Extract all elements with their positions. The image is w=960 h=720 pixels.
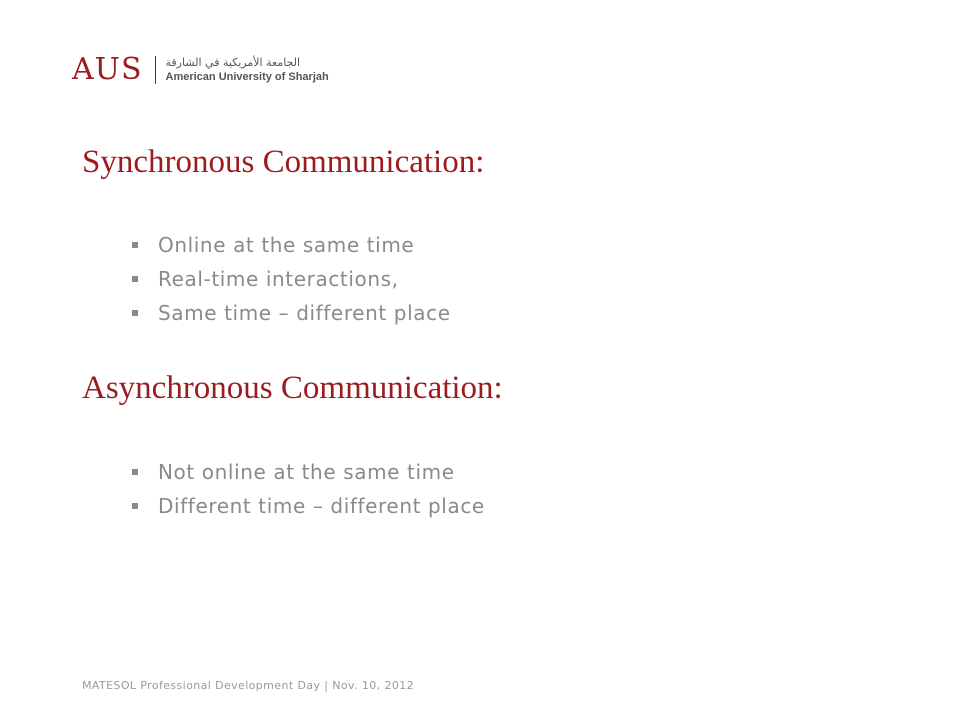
bullet-item: [132, 296, 451, 330]
bullet-item: [132, 455, 485, 489]
bullet-text: Online at the same time: [158, 233, 415, 257]
bullet-text: Different time – different place: [158, 494, 485, 518]
logo-divider: [155, 56, 156, 84]
logo-arabic-name: الجامعة الأمريكية في الشارقة: [165, 56, 301, 69]
square-bullet-icon: [132, 469, 138, 475]
bullet-item: [132, 489, 485, 523]
bullet-item: [132, 262, 451, 296]
slide-footer: MATESOL Professional Development Day | Nov. 10, 2012: [82, 679, 415, 692]
logo-abbreviation: AUS: [72, 52, 143, 87]
bullet-text: Not online at the same time: [158, 460, 455, 484]
asynchronous-heading: Asynchronous Communication:: [82, 370, 503, 406]
bullet-item: [132, 228, 451, 262]
bullet-text: Same time – different place: [158, 301, 451, 325]
square-bullet-icon: [132, 276, 138, 282]
synchronous-heading: Synchronous Communication:: [82, 144, 485, 180]
aus-logo: [72, 52, 329, 88]
asynchronous-bullet-list: [132, 455, 485, 523]
square-bullet-icon: [132, 503, 138, 509]
logo-english-name: American University of Sharjah: [165, 71, 329, 83]
synchronous-bullet-list: [132, 228, 451, 330]
bullet-text: Real-time interactions,: [158, 267, 399, 291]
logo-names: [166, 56, 329, 84]
square-bullet-icon: [132, 242, 138, 248]
square-bullet-icon: [132, 310, 138, 316]
